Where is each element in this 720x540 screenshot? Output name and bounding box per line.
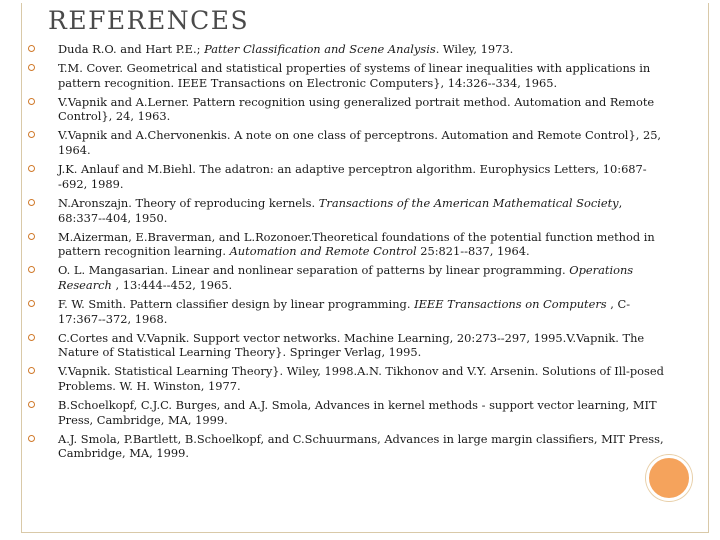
reference-text-italic: IEEE Transactions on Computers xyxy=(414,296,607,311)
reference-text-before: M.Aizerman, E.Braverman, and L.Rozonoer.Theoretical foundations of the potential function method in pattern recognition learning. xyxy=(58,229,655,259)
reference-text-italic: Automation and Remote Control xyxy=(229,244,417,259)
reference-text-before: V.Vapnik and A.Chervonenkis. A note on one class of perceptrons. Automation and Remote Control}, 25, 1964. xyxy=(58,128,662,158)
reference-text-before: T.M. Cover. Geometrical and statistical properties of systems of linear inequalities with applications in pattern recognition. IEEE Transactions on Electronic Computers}, 14:326--334, 1965. xyxy=(58,61,651,90)
bullet-icon xyxy=(28,334,35,341)
decorative-circle xyxy=(646,455,692,501)
reference-item xyxy=(28,364,668,393)
bullet-icon xyxy=(28,300,35,307)
reference-text-after: , 68:337--404, 1950. xyxy=(58,195,623,225)
reference-item xyxy=(28,196,668,225)
reference-item xyxy=(28,162,668,191)
bullet-icon xyxy=(28,435,35,442)
reference-item xyxy=(28,128,668,157)
reference-item xyxy=(28,230,668,259)
bullet-icon xyxy=(28,165,35,172)
reference-text-before: C.Cortes and V.Vapnik. Support vector networks. Machine Learning, 20:273--297, 1995.V.Vapnik. The Nature of Statistical Learning Theory}. Springer Verlag, 1995. xyxy=(58,330,645,360)
reference-text-before: O. L. Mangasarian. Linear and nonlinear separation of patterns by linear programming. xyxy=(58,263,570,278)
reference-item xyxy=(28,297,668,326)
reference-text-after: , 13:444--452, 1965. xyxy=(111,277,233,292)
reference-item xyxy=(28,61,668,90)
reference-item xyxy=(28,432,668,461)
reference-text-before: B.Schoelkopf, C.J.C. Burges, and A.J. Smola, Advances in kernel methods - support vector learning, MIT Press, Cambridge, MA, 1999. xyxy=(58,398,657,427)
reference-text-before: Duda R.O. and Hart P.E.; xyxy=(58,42,205,56)
reference-item xyxy=(28,331,668,360)
reference-text-italic: Patter Classification and Scene Analysis xyxy=(204,42,436,56)
reference-text-before: J.K. Anlauf and M.Biehl. The adatron: an adaptive perceptron algorithm. Europhysics Letters, 10:687--692, 1989. xyxy=(58,162,647,191)
reference-item xyxy=(28,42,668,57)
reference-text-before: V.Vapnik and A.Lerner. Pattern recognition using generalized portrait method. Automation and Remote Control}, 24, 1963. xyxy=(58,94,655,124)
reference-text-before: N.Aronszajn. Theory of reproducing kernels. xyxy=(58,195,319,210)
bullet-icon xyxy=(28,64,35,71)
reference-item xyxy=(28,398,668,427)
reference-text-before: F. W. Smith. Pattern classifier design by linear programming. xyxy=(58,296,415,311)
reference-text-before: A.J. Smola, P.Bartlett, B.Schoelkopf, and C.Schuurmans, Advances in large margin classifiers, MIT Press, Cambridge, MA, 1999. xyxy=(58,431,664,461)
reference-text-before: V.Vapnik. Statistical Learning Theory}. Wiley, 1998.A.N. Tikhonov and V.Y. Arsenin. Solutions of Ill-posed Problems. W. H. Winston, 1977. xyxy=(58,364,664,394)
reference-text-after: , C-17:367--372, 1968. xyxy=(58,296,631,326)
reference-text-after: 25:821--837, 1964. xyxy=(416,244,530,259)
bullet-icon xyxy=(28,199,35,206)
bullet-icon xyxy=(28,266,35,273)
reference-item xyxy=(28,95,668,124)
reference-text-italic: Transactions of the American Mathematical Society xyxy=(318,195,619,210)
reference-item xyxy=(28,263,668,292)
bullet-icon xyxy=(28,233,35,240)
reference-text-after: . Wiley, 1973. xyxy=(435,42,514,56)
bullet-icon xyxy=(28,401,35,408)
slide-title: REFERENCES xyxy=(48,6,250,35)
reference-text-italic: Operations Research xyxy=(58,263,634,292)
references-list xyxy=(28,42,668,465)
bullet-icon xyxy=(28,131,35,138)
bullet-icon xyxy=(28,45,35,52)
bullet-icon xyxy=(28,367,35,374)
bullet-icon xyxy=(28,98,35,105)
